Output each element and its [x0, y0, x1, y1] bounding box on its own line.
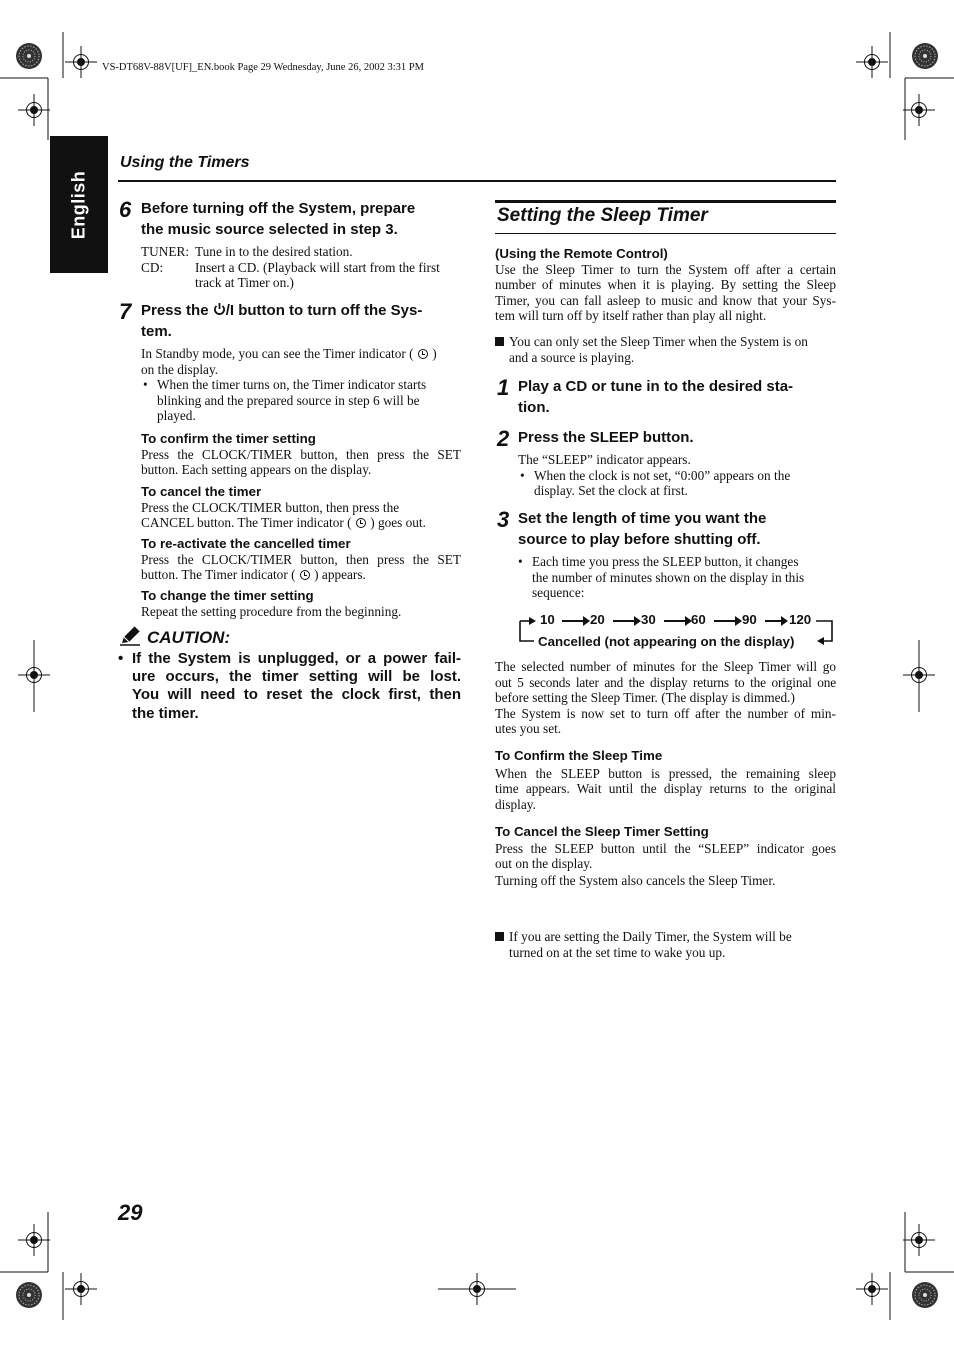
registration-mark-top-left: [65, 46, 97, 78]
standby-text-1a: In Standby mode, you can see the Timer indicator (: [141, 346, 414, 361]
starburst-mark-bottom-left: [16, 1282, 42, 1308]
language-tab-label: English: [68, 170, 89, 239]
sleep-note-2: [495, 929, 836, 960]
note-1-line-2: and a source is playing.: [509, 349, 635, 365]
cancel-sleep-section: [495, 824, 836, 888]
sequence-arrow: [765, 620, 782, 622]
step-6-line-2: the music source selected in step 3.: [141, 220, 398, 238]
caution-line-1: • If the System is unplugged, or a power fail-: [132, 650, 461, 667]
sequence-arrow: [562, 620, 584, 622]
language-tab: [50, 136, 108, 273]
sleep-step-2-body: [518, 452, 836, 499]
after-line-2: out 5 seconds later and the display returns to the original one: [495, 674, 836, 690]
sleep-step-2-bullet-line-2: display. Set the clock at first.: [534, 483, 688, 499]
starburst-mark-bottom-right: [912, 1282, 938, 1308]
cd-text-line-2: track at Timer on.): [195, 275, 294, 291]
intro-line-1: Use the Sleep Timer to turn the System off after a certain: [495, 261, 836, 277]
sleep-step-3-bullet-line-3: sequence:: [532, 585, 585, 601]
confirm-timer-line-2: button. Each setting appears on the display.: [141, 462, 372, 478]
confirm-sleep-section: [495, 748, 836, 812]
registration-mark-bottom-right: [856, 1273, 888, 1305]
sleep-indicator-text: The “SLEEP” indicator appears.: [518, 452, 691, 467]
sleep-step-1-number: 1: [497, 375, 510, 400]
note-1-line-1: You can only set the Sleep Timer when the System is on: [509, 334, 808, 349]
caution-pencil-icon: [118, 625, 144, 647]
reactivate-timer-line-2b: ) appears.: [314, 567, 366, 583]
step-6-number: 6: [119, 197, 132, 222]
cancel-timer-section: [141, 484, 461, 531]
step-7-heading: [141, 301, 471, 342]
sequence-value-10: 10: [540, 612, 555, 627]
sleep-step-2-bullet-line-1: • When the clock is not set, “0:00” appears on the: [534, 467, 791, 483]
sleep-step-3-heading: [518, 509, 838, 550]
reactivate-timer-line-1: Press the CLOCK/TIMER button, then press the SET: [141, 551, 461, 567]
confirm-timer-line-1: Press the CLOCK/TIMER button, then press the SET: [141, 446, 461, 462]
sleep-step-1-line-1: Play a CD or tune in to the desired sta-: [518, 378, 794, 395]
sequence-arrow: [613, 620, 635, 622]
change-timer-line-1: Repeat the setting procedure from the beginning.: [141, 603, 402, 619]
cd-label: CD:: [141, 259, 164, 275]
sequence-arrow: [664, 620, 686, 622]
intro-line-4: tem will turn off by itself rather than play all night.: [495, 308, 767, 324]
cancel-sleep-line-1: Press the SLEEP button until the “SLEEP” indicator goes: [495, 840, 836, 856]
cancel-sleep-line-2: out on the display.: [495, 856, 593, 872]
note-2-line-2: turned on at the set time to wake you up.: [509, 944, 726, 960]
sleep-step-3-bullet-line-2: the number of minutes shown on the display in this: [532, 569, 805, 585]
intro-line-2: number of minutes when it is playing. By setting the Sleep: [495, 277, 836, 293]
note-2-line-1: If you are setting the Daily Timer, the System will be: [509, 929, 792, 945]
registration-mark-top-right: [856, 46, 888, 78]
cancel-sleep-title: To Cancel the Sleep Timer Setting: [495, 824, 709, 839]
sleep-step-1-heading: [518, 377, 838, 418]
sleep-timer-title: Setting the Sleep Timer: [497, 205, 708, 226]
step-6-heading: [141, 199, 471, 240]
after-line-3: before setting the Sleep Timer. (The display is dimmed.): [495, 690, 795, 706]
timer-indicator-icon: [356, 518, 366, 528]
registration-mark-right-upper: [903, 94, 935, 126]
after-line-4: The System is now set to turn off after the number of min-: [495, 705, 836, 721]
sequence-value-90: 90: [742, 612, 757, 627]
step-7-bullet-line-2: blinking and the prepared source in step 6 will be: [157, 392, 420, 408]
sleep-note-1: [495, 334, 836, 365]
timer-indicator-icon: [300, 570, 310, 580]
standby-text-1b: ): [432, 346, 437, 361]
cancel-sleep-line-3: Turning off the System also cancels the Sleep Timer.: [495, 872, 776, 888]
step-7-number: 7: [119, 299, 132, 324]
confirm-sleep-line-2: time appears. Wait until the display returns to the original: [495, 781, 836, 797]
confirm-timer-section: [141, 431, 461, 478]
registration-mark-left-upper: [18, 94, 50, 126]
sequence-value-120: 120: [789, 612, 812, 627]
starburst-mark-top-right: [912, 43, 938, 69]
change-timer-title: To change the timer setting: [141, 588, 314, 603]
step-7-line-2: tem.: [141, 322, 172, 340]
sequence-value-30: 30: [641, 612, 656, 627]
step-6-line-1: Before turning off the System, prepare: [141, 200, 416, 217]
cancel-timer-title: To cancel the timer: [141, 484, 262, 499]
sleep-step-2-number: 2: [497, 426, 510, 451]
caution-line-3: You will need to reset the clock first, then: [132, 686, 461, 704]
caution-body: [118, 650, 461, 723]
starburst-mark-top-left: [16, 43, 42, 69]
sleep-step-3-number: 3: [497, 507, 510, 532]
after-line-5: utes you set.: [495, 721, 562, 737]
section-title: Using the Timers: [120, 154, 250, 171]
registration-mark-right-lower: [903, 1224, 935, 1256]
confirm-sleep-title: To Confirm the Sleep Time: [495, 748, 663, 763]
cancel-timer-line-1: Press the CLOCK/TIMER button, then press the: [141, 499, 400, 515]
sleep-intro: [495, 246, 836, 324]
registration-mark-bottom-left: [65, 1273, 97, 1305]
cd-text-line-1: Insert a CD. (Playback will start from the first: [195, 259, 440, 275]
sleep-step-3-line-2: source to play before shutting off.: [518, 530, 761, 548]
step-7-line-1a: Press the: [141, 302, 213, 319]
caution-title: CAUTION:: [147, 628, 231, 647]
step-7-bullet-line-1: • When the timer turns on, the Timer indicator starts: [157, 377, 427, 393]
standby-text-2: on the display.: [141, 361, 219, 377]
timer-indicator-icon: [418, 349, 428, 359]
step-7-body: [141, 346, 461, 424]
sequence-arrow: [714, 620, 736, 622]
sleep-after-text: [495, 659, 836, 737]
tuner-text: Tune in to the desired station.: [195, 244, 353, 259]
confirm-sleep-line-1: When the SLEEP button is pressed, the remaining sleep: [495, 765, 836, 781]
step-6-sources: [141, 244, 461, 291]
caution-line-4: the timer.: [132, 704, 199, 722]
step-7-line-1b: /I button to turn off the Sys-: [225, 302, 423, 319]
reactivate-timer-line-2a: button. The Timer indicator (: [141, 567, 296, 583]
step-7-bullet-line-3: played.: [157, 408, 196, 424]
sleep-step-3-bullet-line-1: • Each time you press the SLEEP button, it changes: [532, 554, 799, 569]
sleep-step-1-line-2: tion.: [518, 398, 550, 416]
reactivate-timer-section: [141, 536, 461, 583]
sequence-value-20: 20: [590, 612, 605, 627]
cancel-timer-line-2a: CANCEL button. The Timer indicator (: [141, 515, 352, 531]
tuner-label: TUNER:: [141, 244, 190, 259]
sequence-value-60: 60: [691, 612, 706, 627]
header-rule: [118, 180, 836, 182]
registration-mark-left-lower: [18, 1224, 50, 1256]
intro-line-3: Timer, you can fall asleep to music and know that your Sys-: [495, 292, 836, 308]
caution-line-2: ure occurs, the timer setting will be lost.: [132, 668, 461, 686]
sleep-step-3-line-1: Set the length of time you want the: [518, 510, 767, 527]
print-header: VS-DT68V-88V[UF]_EN.book Page 29 Wednesday, June 26, 2002 3:31 PM: [102, 62, 424, 73]
confirm-timer-title: To confirm the timer setting: [141, 431, 316, 446]
power-standby-icon: [213, 302, 226, 316]
change-timer-section: [141, 588, 461, 619]
cancel-timer-line-2b: ) goes out.: [370, 515, 426, 531]
reactivate-timer-title: To re-activate the cancelled timer: [141, 536, 351, 551]
remote-control-note: (Using the Remote Control): [495, 246, 668, 261]
page-number: 29: [118, 1200, 143, 1225]
sequence-cancelled-label: Cancelled (not appearing on the display): [538, 634, 795, 649]
sleep-step-2-heading: Press the SLEEP button.: [518, 429, 694, 446]
after-line-1: The selected number of minutes for the Sleep Timer will go: [495, 659, 836, 674]
sleep-step-3-body: [518, 554, 836, 601]
confirm-sleep-line-3: display.: [495, 796, 536, 812]
